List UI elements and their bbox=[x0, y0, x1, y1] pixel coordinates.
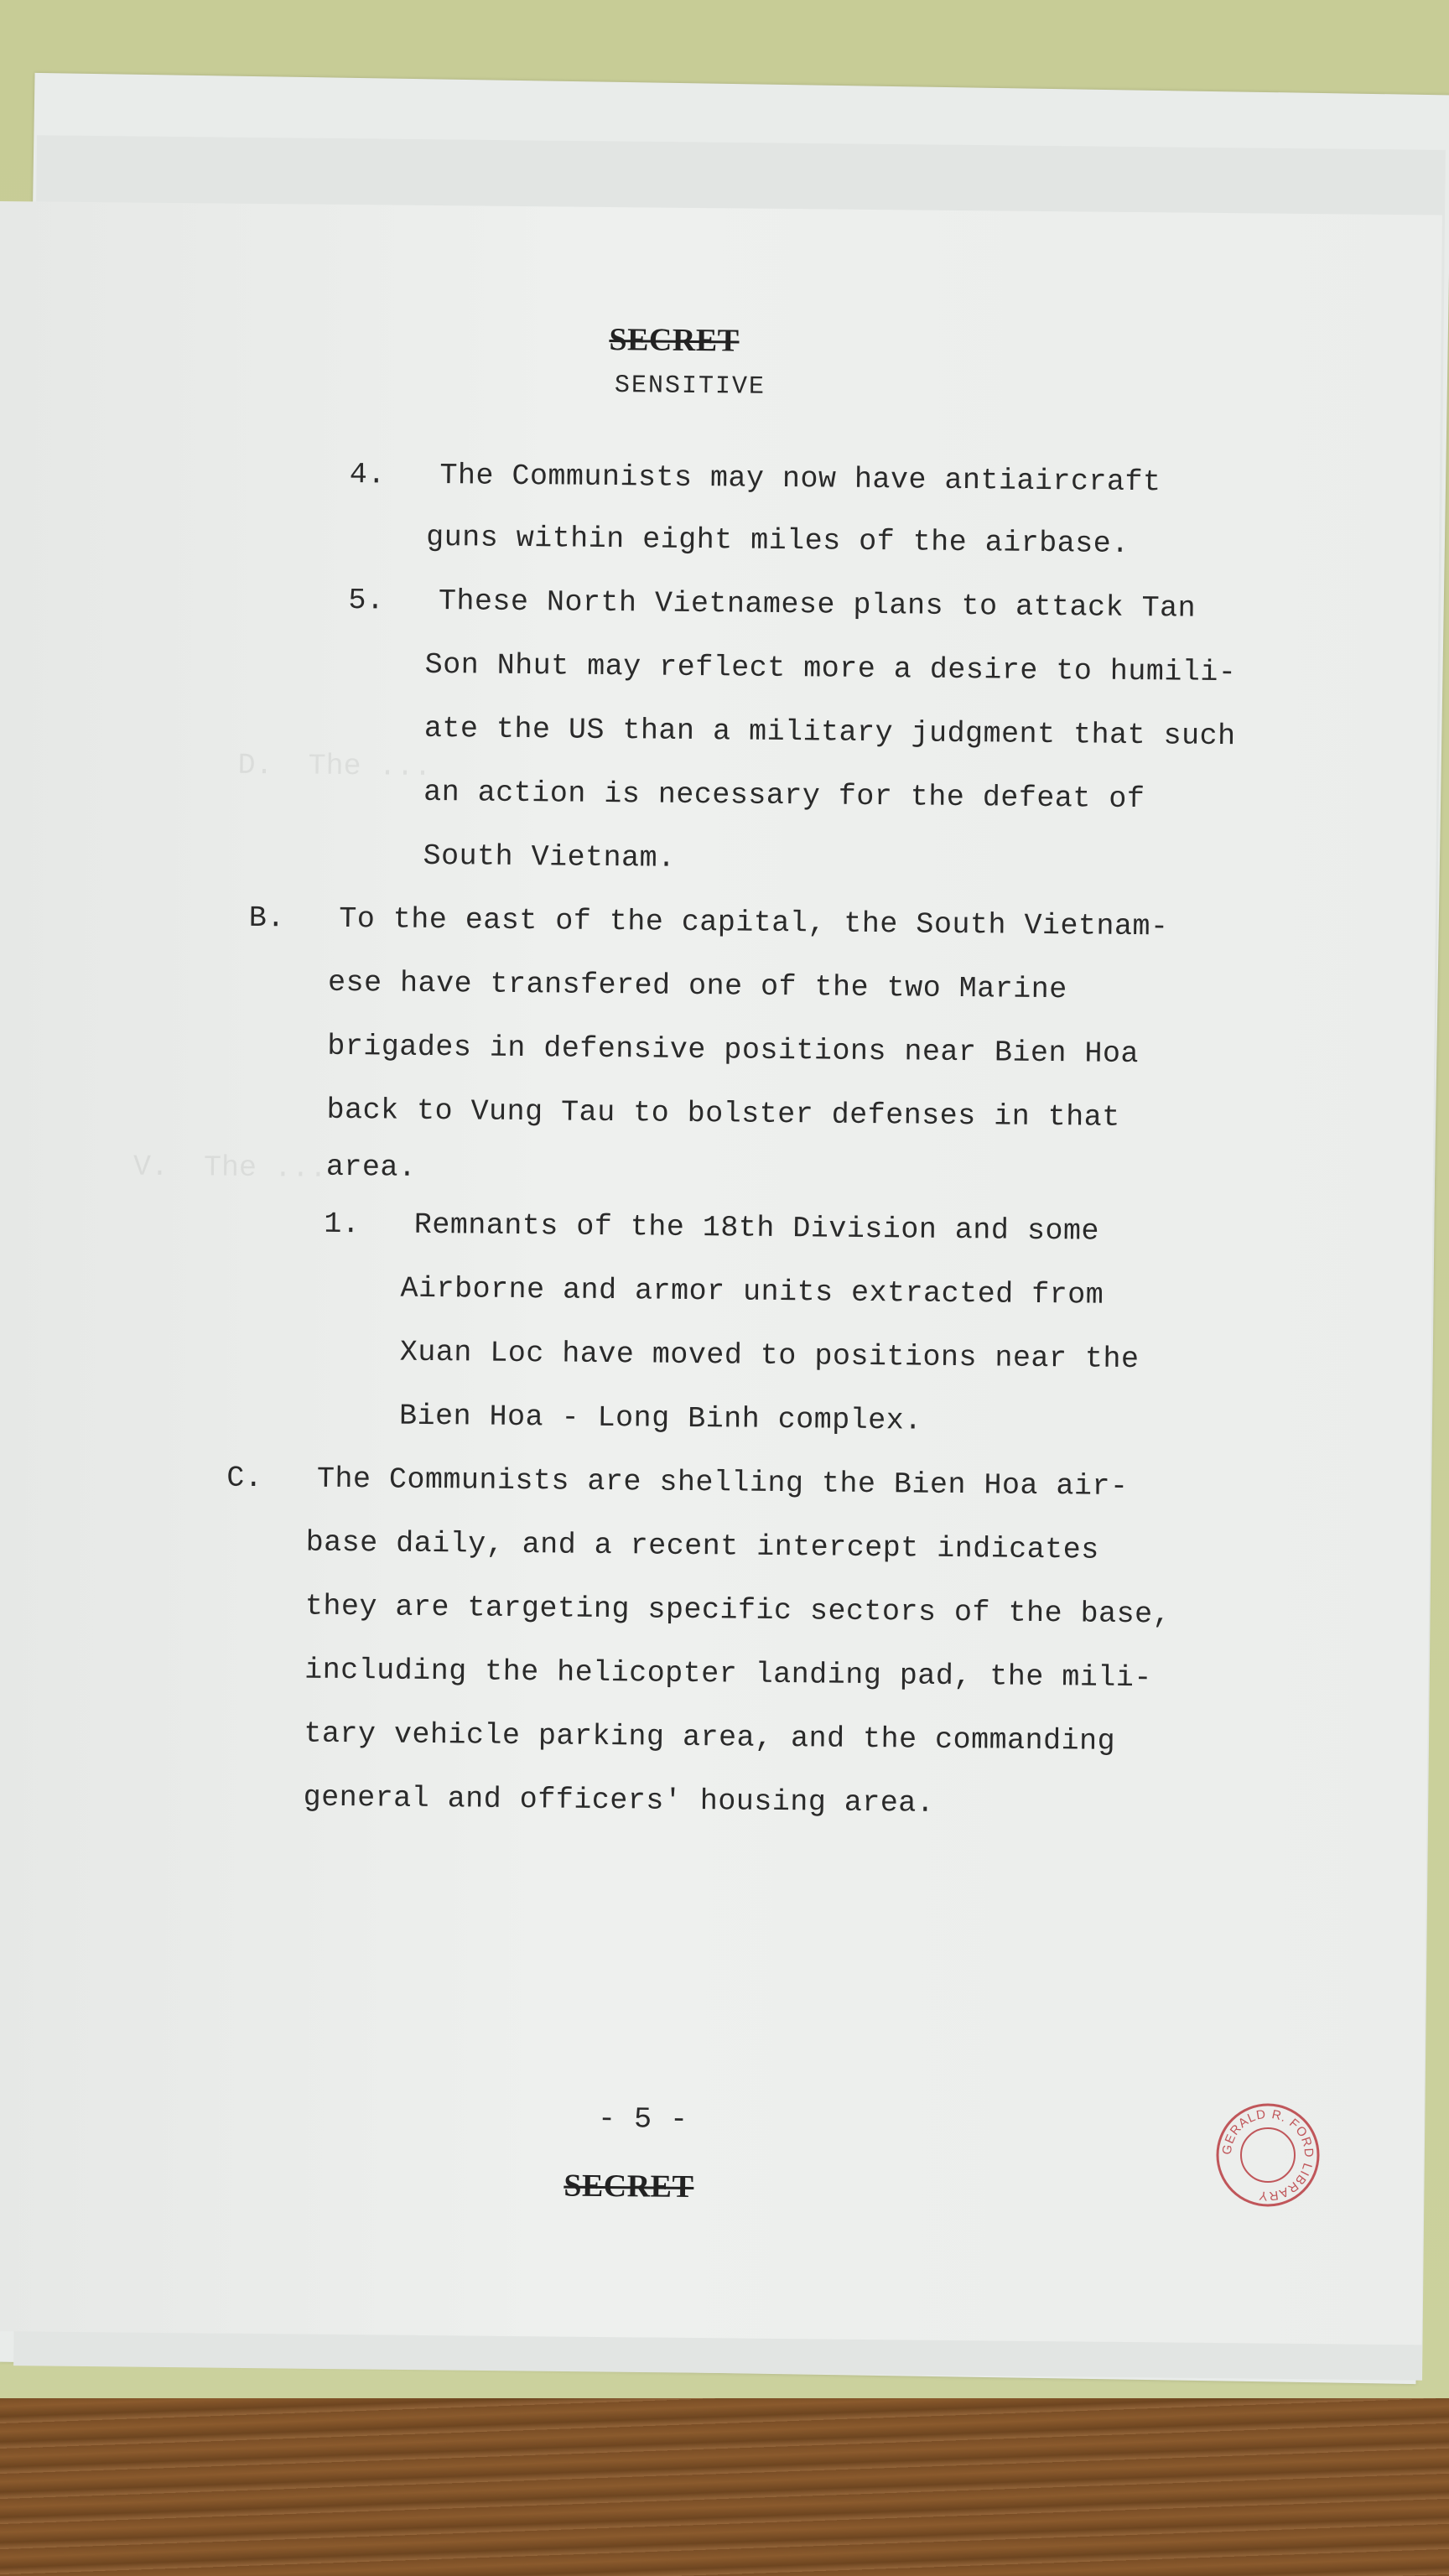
item-1-line-2: Airborne and armor units extracted from bbox=[400, 1271, 1104, 1312]
section-c-line-2: base daily, and a recent intercept indicates bbox=[305, 1525, 1099, 1567]
section-c-line-4: including the helicopter landing pad, the mili- bbox=[304, 1653, 1153, 1696]
item-4-line-2: guns within eight miles of the airbase. bbox=[425, 520, 1130, 561]
section-c-line-3: they are targeting specific sectors of the base, bbox=[304, 1589, 1171, 1632]
section-b-line-1: B. To the east of the capital, the South Vietnam- bbox=[248, 901, 1169, 944]
section-b-line-5: area. bbox=[325, 1150, 417, 1185]
header-classification: SECRET bbox=[609, 321, 740, 359]
item-5-line-4: an action is necessary for the defeat of bbox=[423, 775, 1145, 817]
item-1-line-4: Bien Hoa - Long Binh complex. bbox=[398, 1399, 922, 1438]
document-page: D. The ... V. The ... SECRET SENSITIVE 4. The Communists may now have antiaircraft guns within eight miles of the airbase. 5. These North Vietnamese plans to attack Tan Son Nhut may reflect more a desire to humili- ate the US than a military judgment that such an action is necessary for the defeat of South Vietnam. B. To the east of the capital, the South Vietnam- ese have transfered one of the two Marine brigades in defensive positions near Bien Hoa back to Vung Tau to bolster defenses in that area. 1. Remnants of the 18th Division and some Airborne and armor units extracted from Xuan Loc have moved to positions near the Bien Hoa - Long Binh complex. C. The Communists are shelling the Bien Hoa air- base daily, and a recent intercept indicates they are targeting specific sectors of the base, including the helicopter landing pad, the mili- tary vehicle parking area, and the commanding general and officers' housing area. - 5 - SECRET bbox=[0, 201, 1442, 2345]
item-5-line-5: South Vietnam. bbox=[423, 839, 676, 875]
header-caveat: SENSITIVE bbox=[614, 371, 766, 402]
section-c-line-6: general and officers' housing area. bbox=[303, 1780, 935, 1820]
section-b-line-2: ese have transfered one of the two Marine bbox=[327, 965, 1067, 1007]
item-1-line-1: 1. Remnants of the 18th Division and some bbox=[324, 1207, 1100, 1249]
section-c-line-1: C. The Communists are shelling the Bien Hoa air- bbox=[226, 1461, 1129, 1504]
svg-text:GERALD R. FORD LIBRARY bbox=[1220, 2107, 1317, 2203]
section-b-line-4: back to Vung Tau to bolster defenses in that bbox=[326, 1093, 1120, 1135]
ford-library-stamp bbox=[1214, 2101, 1322, 2209]
item-1-line-3: Xuan Loc have moved to positions near the bbox=[399, 1335, 1140, 1377]
footer-classification: SECRET bbox=[564, 2168, 694, 2205]
item-5-line-2: Son Nhut may reflect more a desire to humili- bbox=[424, 647, 1237, 690]
item-4-line-1: 4. The Communists may now have antiaircraft bbox=[349, 458, 1161, 500]
wood-table bbox=[0, 2398, 1449, 2576]
section-b-line-3: brigades in defensive positions near Bien Hoa bbox=[327, 1029, 1140, 1072]
item-5-line-3: ate the US than a military judgment that such bbox=[423, 711, 1236, 754]
item-5-line-1: 5. These North Vietnamese plans to attack Tan bbox=[348, 584, 1197, 626]
stamp-text: GERALD R. FORD LIBRARY bbox=[1219, 2106, 1317, 2204]
page-number: - 5 - bbox=[597, 2101, 688, 2137]
section-c-line-5: tary vehicle parking area, and the commanding bbox=[304, 1716, 1116, 1758]
